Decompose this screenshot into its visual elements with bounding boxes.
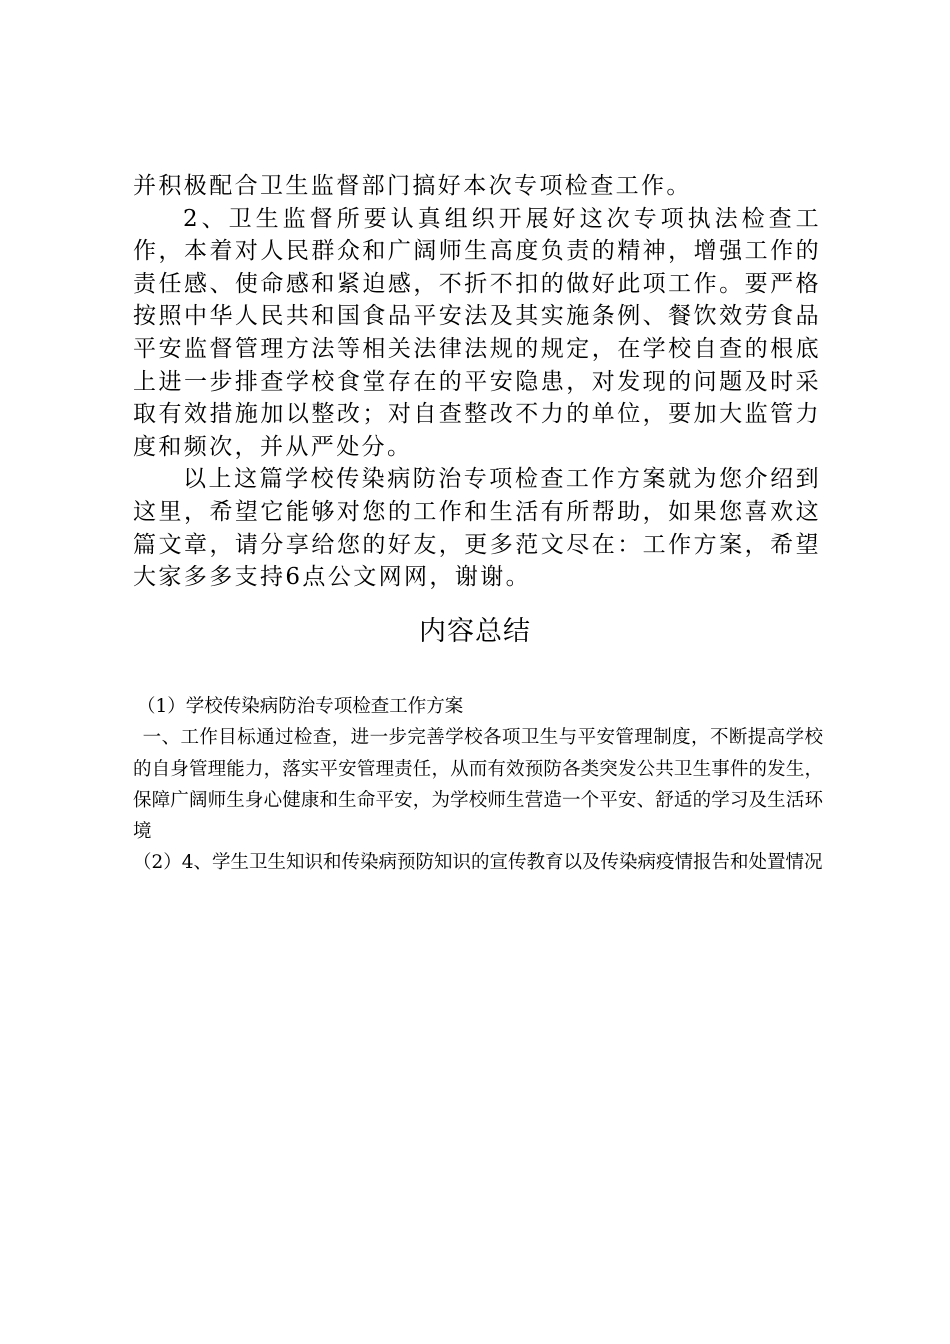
body-paragraph-supervision: 2、卫生监督所要认真组织开展好这次专项执法检查工作，本着对人民群众和广阔师生高度负责的精神，增强工作的责任感、使命感和紧迫感，不折不扣的做好此项工作。要严格按照中华人民共和国食品平安法及其实施条例、餐饮效劳食品平安监督管理方法等相关法律法规的规定，在学校自查的根底上进一步排查学校食堂存在的平安隐患，对发现的问题及时采取有效措施加以整改；对自查整改不力的单位，要加大监管力度和频次，并从严处分。 (133, 205, 821, 460)
summary-title: 内容总结 (419, 616, 531, 647)
summary-section (133, 691, 823, 879)
summary-item-1-text (133, 722, 823, 847)
document-body (133, 170, 821, 594)
body-paragraph-continuation: 并积极配合卫生监督部门搞好本次专项检查工作。 (133, 173, 692, 199)
summary-item-1-heading: （1）学校传染病防治专项检查工作方案 (137, 696, 464, 717)
summary-item-2-text: （2）4、学生卫生知识和传染病预防知识的宣传教育以及传染病疫情报告和处置情况 (133, 852, 823, 874)
summary-item-1-indent (133, 727, 142, 748)
summary-item-1-content: 一、工作目标通过检查，进一步完善学校各项卫生与平安管理制度，不断提高学校的自身管理能力，落实平安管理责任，从而有效预防各类突发公共卫生事件的发生，保障广阔师生身心健康和生命平安，为学校师生营造一个平安、舒适的学习及生活环境 (133, 727, 823, 843)
body-paragraph-closing: 以上这篇学校传染病防治专项检查工作方案就为您介绍到这里，希望它能够对您的工作和生活有所帮助，如果您喜欢这篇文章，请分享给您的好友，更多范文尽在：工作方案，希望大家多多支持6点公文网网，谢谢。 (133, 466, 821, 591)
